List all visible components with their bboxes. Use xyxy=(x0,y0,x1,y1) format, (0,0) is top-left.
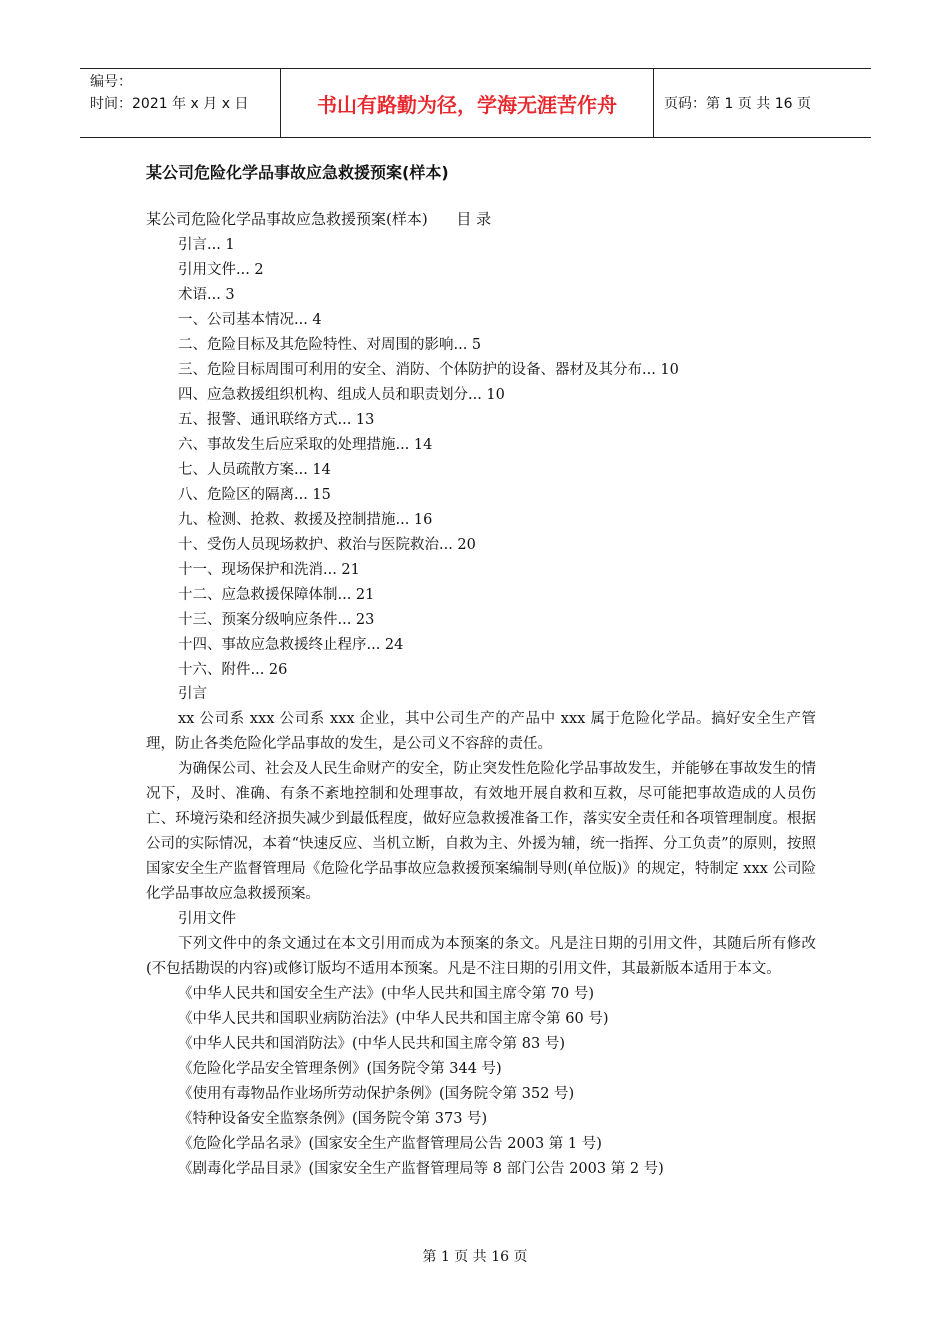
toc-item: 十三、预案分级响应条件... 23 xyxy=(178,612,375,628)
toc-item: 八、危险区的隔离... 15 xyxy=(178,487,331,503)
toc-item: 术语... 3 xyxy=(178,287,235,303)
header-page-info: 页码：第 1 页 共 16 页 xyxy=(664,96,811,112)
table-of-contents xyxy=(178,233,679,683)
toc-item: 一、公司基本情况... 4 xyxy=(178,312,322,328)
toc-item: 九、检测、抢救、救援及控制措施... 16 xyxy=(178,512,433,528)
references-paragraph: 下列文件中的条文通过在本文引用而成为本预案的条文。凡是注日期的引用文件，其随后所有修改(不包括勘误的内容)或修订版均不适用本预案。凡是不注日期的引用文件，其最新版本适用于本文。 xyxy=(146,936,816,977)
document-title: 某公司危险化学品事故应急救援预案(样本) xyxy=(146,163,449,182)
toc-item: 引言... 1 xyxy=(178,237,235,253)
toc-item: 十一、现场保护和洗消... 21 xyxy=(178,562,360,578)
intro-heading: 引言 xyxy=(178,686,207,702)
reference-item: 《中华人民共和国消防法》(中华人民共和国主席令第 83 号) xyxy=(178,1036,565,1052)
toc-item: 十二、应急救援保障体制... 21 xyxy=(178,587,375,603)
intro-paragraph: 为确保公司、社会及人民生命财产的安全，防止突发性危险化学品事故发生，并能够在事故发生的情况下，及时、准确、有条不紊地控制和处理事故，有效地开展自救和互救，尽可能把事故造成的人员伤亡、环境污染和经济损失减少到最低程度，做好应急救援准备工作，落实安全责任和各项管理制度。根据公司的实际情况，本着“快速反应、当机立断，自救为主、外援为辅，统一指挥、分工负责”的原则，按照国家安全生产监督管理局《危险化学品事故应急救援预案编制导则(单位版)》的规定，特制定 xxx 公司险化学品事故应急救援预案。 xyxy=(146,761,816,902)
toc-item: 六、事故发生后应采取的处理措施... 14 xyxy=(178,437,433,453)
toc-heading: 某公司危险化学品事故应急救援预案(样本) 目 录 xyxy=(146,210,492,228)
toc-item: 引用文件... 2 xyxy=(178,262,264,278)
page-header xyxy=(80,68,871,138)
references-heading: 引用文件 xyxy=(178,911,236,927)
toc-item: 十、受伤人员现场救护、救治与医院救治... 20 xyxy=(178,537,476,553)
toc-item: 二、危险目标及其危险特性、对周围的影响... 5 xyxy=(178,337,482,353)
header-motto: 书山有路勤为径，学海无涯苦作舟 xyxy=(281,69,654,137)
document-date: 时间：2021 年 x 月 x 日 xyxy=(90,96,249,112)
toc-item: 五、报警、通讯联络方式... 13 xyxy=(178,412,375,428)
header-meta xyxy=(80,69,281,137)
toc-item: 十六、附件... 26 xyxy=(178,662,288,678)
reference-item: 《危险化学品名录》(国家安全生产监督管理局公告 2003 第 1 号) xyxy=(178,1136,602,1152)
intro-paragraph: xx 公司系 xxx 公司系 xxx 企业，其中公司生产的产品中 xxx 属于危险化学品。搞好安全生产管理，防止各类危险化学品事故的发生，是公司义不容辞的责任。 xyxy=(146,711,816,752)
document-body xyxy=(146,682,816,1182)
toc-item: 七、人员疏散方案... 14 xyxy=(178,462,331,478)
toc-item: 四、应急救援组织机构、组成人员和职责划分... 10 xyxy=(178,387,505,403)
reference-item: 《中华人民共和国职业病防治法》(中华人民共和国主席令第 60 号) xyxy=(178,1011,609,1027)
reference-item: 《中华人民共和国安全生产法》(中华人民共和国主席令第 70 号) xyxy=(178,986,594,1002)
reference-item: 《特种设备安全监察条例》(国务院令第 373 号) xyxy=(178,1111,488,1127)
reference-item: 《使用有毒物品作业场所劳动保护条例》(国务院令第 352 号) xyxy=(178,1086,575,1102)
toc-item: 十四、事故应急救援终止程序... 24 xyxy=(178,637,404,653)
toc-item: 三、危险目标周围可利用的安全、消防、个体防护的设备、器材及其分布... 10 xyxy=(178,362,679,378)
document-number-label: 编号： xyxy=(90,74,132,90)
reference-item: 《危险化学品安全管理条例》(国务院令第 344 号) xyxy=(178,1061,502,1077)
page-footer: 第 1 页 共 16 页 xyxy=(422,1249,528,1265)
reference-item: 《剧毒化学品目录》(国家安全生产监督管理局等 8 部门公告 2003 第 2 号) xyxy=(178,1161,664,1177)
